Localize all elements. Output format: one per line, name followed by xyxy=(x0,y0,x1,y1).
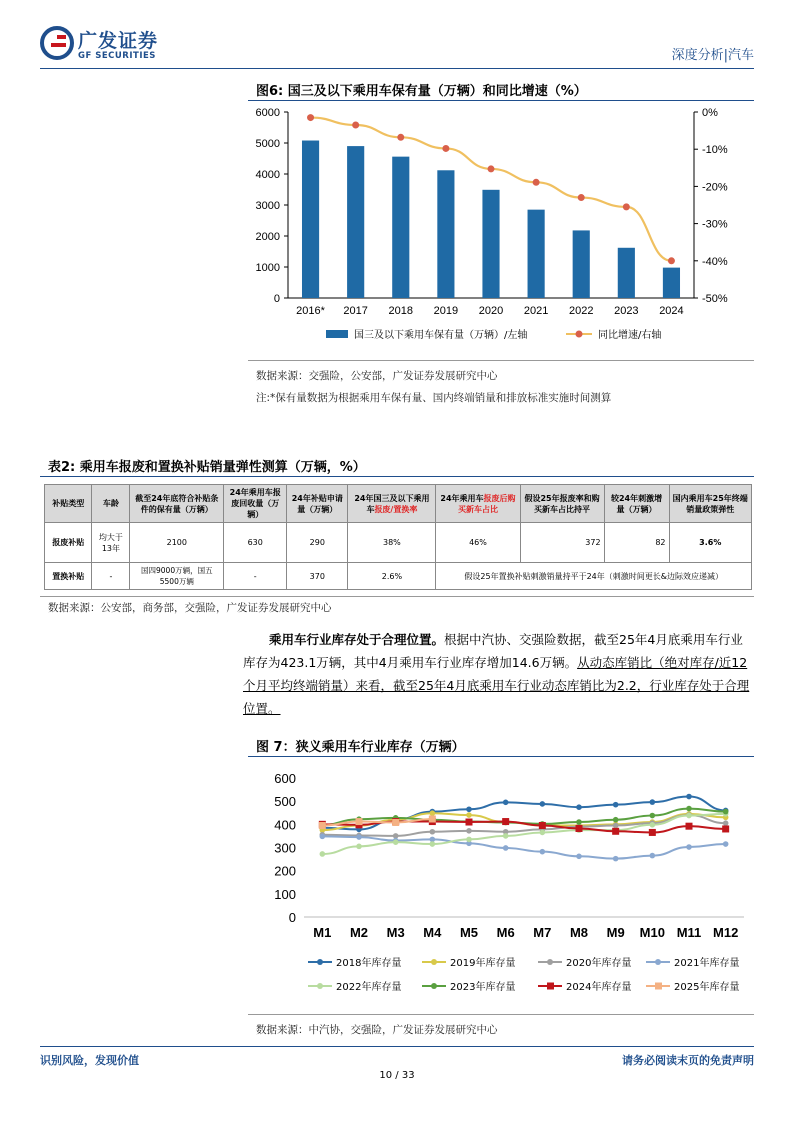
x-tick-label: 2024 xyxy=(659,305,684,317)
x-tick-label: 2021 xyxy=(523,305,549,317)
inventory-paragraph xyxy=(243,628,753,720)
x-tick-label: 2018 xyxy=(388,305,414,317)
legend-marker xyxy=(655,959,661,965)
legend-line-label: 同比增速/右轴 xyxy=(598,330,662,341)
y-tick-label: 500 xyxy=(274,794,296,810)
right-tick-label: -10% xyxy=(702,144,728,157)
legend-marker xyxy=(317,959,323,965)
series-point xyxy=(503,833,509,839)
series-point xyxy=(430,841,436,847)
right-tick-label: -20% xyxy=(702,181,728,194)
legend-marker xyxy=(547,959,553,965)
left-tick-label: 0 xyxy=(273,293,280,305)
x-tick-label: 2020 xyxy=(478,305,504,317)
series-point xyxy=(686,806,692,812)
series-point xyxy=(356,844,362,850)
x-tick-label: M12 xyxy=(713,925,739,940)
x-tick-label: 2022 xyxy=(568,305,594,317)
series-point xyxy=(613,817,619,823)
legend-marker xyxy=(547,983,554,990)
legend-line-marker xyxy=(576,331,583,338)
table-row xyxy=(45,523,752,563)
header-highlight: 报废后购买新车占比 xyxy=(457,493,516,514)
x-tick-label: M9 xyxy=(606,925,625,940)
series-point xyxy=(540,849,546,855)
th-eligible-stock: 截至24年底符合补贴条件的保有量（万辆） xyxy=(130,485,224,523)
series-point xyxy=(503,800,509,806)
th-subsidy-type: 补贴类型 xyxy=(45,485,92,523)
series-point xyxy=(502,818,509,825)
figure7-source: 数据来源：中汽协，交强险，广发证券发展研究中心 xyxy=(256,1024,498,1036)
legend-marker xyxy=(655,983,662,990)
figure6-title: 图6: 国三及以下乘用车保有量（万辆）和同比增速（%） xyxy=(256,84,587,99)
table2-source: 数据来源：公安部，商务部，交强险，广发证券发展研究中心 xyxy=(48,602,332,614)
paragraph-text2: 从动态库销比（绝对库存/近12个月平均终端销量）来看，截至25年4月底乘用车行业动态库销比为2.2，行业库存处于合理位置。 xyxy=(243,655,750,716)
series-point xyxy=(466,819,473,826)
series-point xyxy=(540,801,546,807)
x-tick-label: M2 xyxy=(349,925,369,940)
series-point xyxy=(686,823,693,830)
series-point xyxy=(466,806,472,812)
growth-point xyxy=(533,179,540,186)
cell: 置换补贴 xyxy=(45,563,92,590)
series-point xyxy=(576,819,582,825)
cell: 均大于13年 xyxy=(92,523,130,563)
series-point xyxy=(686,794,692,800)
series-point xyxy=(650,813,656,819)
th-vehicle-age: 车龄 xyxy=(92,485,130,523)
left-tick-label: 3000 xyxy=(255,200,280,212)
th-assumption: 假设25年报废率和购买新车占比持平 xyxy=(520,485,604,523)
header-rule xyxy=(40,68,754,69)
cell: 3.6% xyxy=(669,523,752,563)
series-point xyxy=(430,829,436,835)
series-point xyxy=(576,825,583,832)
bar xyxy=(663,268,680,298)
x-tick-label: 2016* xyxy=(296,305,325,317)
footer-left: 识别风险，发现价值 xyxy=(40,1054,139,1067)
y-tick-label: 0 xyxy=(288,910,296,925)
x-tick-label: 2023 xyxy=(614,305,639,317)
th-scrap-recycling: 24年乘用车报废回收量（万辆） xyxy=(224,485,287,523)
th-elasticity: 国内乘用车25年终端销量政策弹性 xyxy=(669,485,752,523)
th-new-car-share: 24年乘用车报废后购买新车占比 xyxy=(436,485,520,523)
series-point xyxy=(503,845,509,851)
series-point xyxy=(722,825,729,832)
series-point xyxy=(613,856,619,862)
growth-point xyxy=(488,165,495,172)
series-point xyxy=(650,799,656,805)
x-tick-label: M11 xyxy=(676,925,702,940)
right-tick-label: -50% xyxy=(702,293,728,305)
series-point xyxy=(613,802,619,808)
series-point xyxy=(723,809,729,815)
x-tick-label: M3 xyxy=(386,925,405,940)
th-increment: 较24年刺激增量（万辆） xyxy=(604,485,669,523)
series-point xyxy=(429,816,436,823)
figure6-chart xyxy=(248,100,754,360)
figure6-note: 注:*保有量数据为根据乘用车保有量、国内终端销量和排放标准实施时间测算 xyxy=(256,392,612,404)
series-point xyxy=(320,834,326,840)
table2-title: 表2: 乘用车报废和置换补贴销量弹性测算（万辆，%） xyxy=(48,460,366,475)
left-tick-label: 6000 xyxy=(255,107,280,119)
growth-point xyxy=(668,257,675,264)
cell: 38% xyxy=(348,523,436,563)
x-tick-label: M6 xyxy=(496,925,515,940)
x-tick-label: M8 xyxy=(569,925,589,940)
table-row xyxy=(45,563,752,590)
cell: 报废补贴 xyxy=(45,523,92,563)
series-point xyxy=(320,851,326,857)
series-point xyxy=(319,822,326,829)
series-point xyxy=(649,829,656,836)
series-point xyxy=(466,812,472,818)
series-point xyxy=(430,810,436,816)
right-tick-label: -40% xyxy=(702,255,728,268)
table2-title-rule xyxy=(40,476,754,477)
cell: 82 xyxy=(604,523,669,563)
series-point xyxy=(650,822,656,828)
bar xyxy=(392,157,409,298)
th-scrap-rate: 24年国三及以下乘用车报废/置换率 xyxy=(348,485,436,523)
cell: 46% xyxy=(436,523,520,563)
growth-point xyxy=(352,122,359,129)
footer-rule xyxy=(40,1046,754,1047)
header xyxy=(40,24,754,68)
legend-bar-swatch xyxy=(326,330,348,338)
cell: 370 xyxy=(287,563,348,590)
series-point xyxy=(576,854,582,860)
page-number: 10 / 33 xyxy=(379,1070,415,1081)
series-point xyxy=(723,841,729,847)
series-point xyxy=(576,804,582,810)
growth-point xyxy=(397,134,404,141)
growth-point xyxy=(307,114,314,121)
legend-marker xyxy=(431,983,437,989)
x-tick-label: M1 xyxy=(313,925,332,940)
header-highlight: 报废/置换率 xyxy=(374,504,418,514)
y-tick-label: 600 xyxy=(274,771,296,786)
series-line xyxy=(322,836,725,858)
x-tick-label: M4 xyxy=(423,925,442,940)
y-tick-label: 200 xyxy=(274,863,296,879)
y-tick-label: 400 xyxy=(274,817,296,833)
table-header-row xyxy=(45,485,752,523)
figure7-title: 图 7：狭义乘用车行业库存（万辆） xyxy=(256,740,465,755)
figure7-bottom-rule xyxy=(248,1014,754,1015)
cell: 290 xyxy=(287,523,348,563)
legend-marker xyxy=(431,959,437,965)
logo-cn: 广发证券 xyxy=(78,30,159,52)
bar xyxy=(482,190,499,298)
y-tick-label: 300 xyxy=(274,840,296,856)
series-point xyxy=(539,822,546,829)
x-tick-label: 2017 xyxy=(343,305,368,317)
series-point xyxy=(356,818,363,825)
legend-label: 2019年库存量 xyxy=(450,958,516,969)
bar xyxy=(618,248,635,298)
right-tick-label: 0% xyxy=(702,107,718,119)
legend-marker xyxy=(317,983,323,989)
series-point xyxy=(650,853,656,859)
figure6-source: 数据来源：交强险，公安部，广发证券发展研究中心 xyxy=(256,370,498,382)
growth-point xyxy=(578,194,585,201)
cell: 2.6% xyxy=(348,563,436,590)
cell: - xyxy=(224,563,287,590)
cell: 国四9000万辆，国五5500万辆 xyxy=(130,563,224,590)
series-point xyxy=(612,828,619,835)
paragraph-lead: 乘用车行业库存处于合理位置。 xyxy=(269,632,445,647)
legend-bar-label: 国三及以下乘用车保有量（万辆）/左轴 xyxy=(354,330,528,341)
bar xyxy=(528,210,545,298)
subsidy-table xyxy=(44,484,752,590)
gf-logo-icon xyxy=(40,26,74,60)
series-point xyxy=(393,839,399,845)
legend-label: 2025年库存量 xyxy=(674,982,740,993)
cell: 2100 xyxy=(130,523,224,563)
series-point xyxy=(466,828,472,834)
cell: 630 xyxy=(224,523,287,563)
legend-label: 2021年库存量 xyxy=(674,958,740,969)
series-point xyxy=(540,830,546,836)
x-tick-label: M7 xyxy=(533,925,552,940)
th-applications: 24年补贴申请量（万辆） xyxy=(287,485,348,523)
x-tick-label: M5 xyxy=(459,925,479,940)
paragraph-text1: 根据中汽协、交强险数据，截至25年4月底乘用车行业库存为423.1万辆，其中4月乘用车行业库存增加14.6万辆。 xyxy=(243,632,743,670)
figure7-chart xyxy=(248,760,754,1000)
table2-bottom-rule xyxy=(40,596,754,597)
series-point xyxy=(466,837,472,843)
figure7-title-rule xyxy=(248,756,754,757)
x-tick-label: 2019 xyxy=(433,305,459,317)
series-point xyxy=(356,834,362,840)
legend-label: 2024年库存量 xyxy=(566,982,632,993)
legend-label: 2023年库存量 xyxy=(450,982,516,993)
left-tick-label: 4000 xyxy=(255,169,280,181)
right-tick-label: -30% xyxy=(702,218,728,231)
footer-right: 请务必阅读末页的免责声明 xyxy=(622,1054,754,1067)
figure6-bottom-rule xyxy=(248,360,754,361)
series-point xyxy=(686,813,692,819)
x-tick-label: M10 xyxy=(639,925,665,940)
legend-label: 2020年库存量 xyxy=(566,958,632,969)
series-point xyxy=(392,819,399,826)
bar xyxy=(302,141,319,298)
series-point xyxy=(723,820,729,826)
left-tick-label: 5000 xyxy=(255,138,280,150)
cell: 假设25年置换补贴刺激销量持平于24年（刺激时间更长&边际效应递减） xyxy=(436,563,752,590)
bar xyxy=(437,170,454,298)
logo-en: GF SECURITIES xyxy=(78,51,156,61)
y-tick-label: 100 xyxy=(274,886,296,902)
left-tick-label: 2000 xyxy=(255,231,280,243)
series-point xyxy=(686,844,692,850)
growth-point xyxy=(442,145,449,152)
cell: - xyxy=(92,563,130,590)
left-tick-label: 1000 xyxy=(255,262,280,274)
bar xyxy=(573,230,590,298)
report-category: 深度分析|汽车 xyxy=(671,48,754,63)
legend-label: 2018年库存量 xyxy=(336,958,402,969)
bar xyxy=(347,146,364,298)
cell: 372 xyxy=(520,523,604,563)
legend-label: 2022年库存量 xyxy=(336,982,402,993)
growth-point xyxy=(623,203,630,210)
